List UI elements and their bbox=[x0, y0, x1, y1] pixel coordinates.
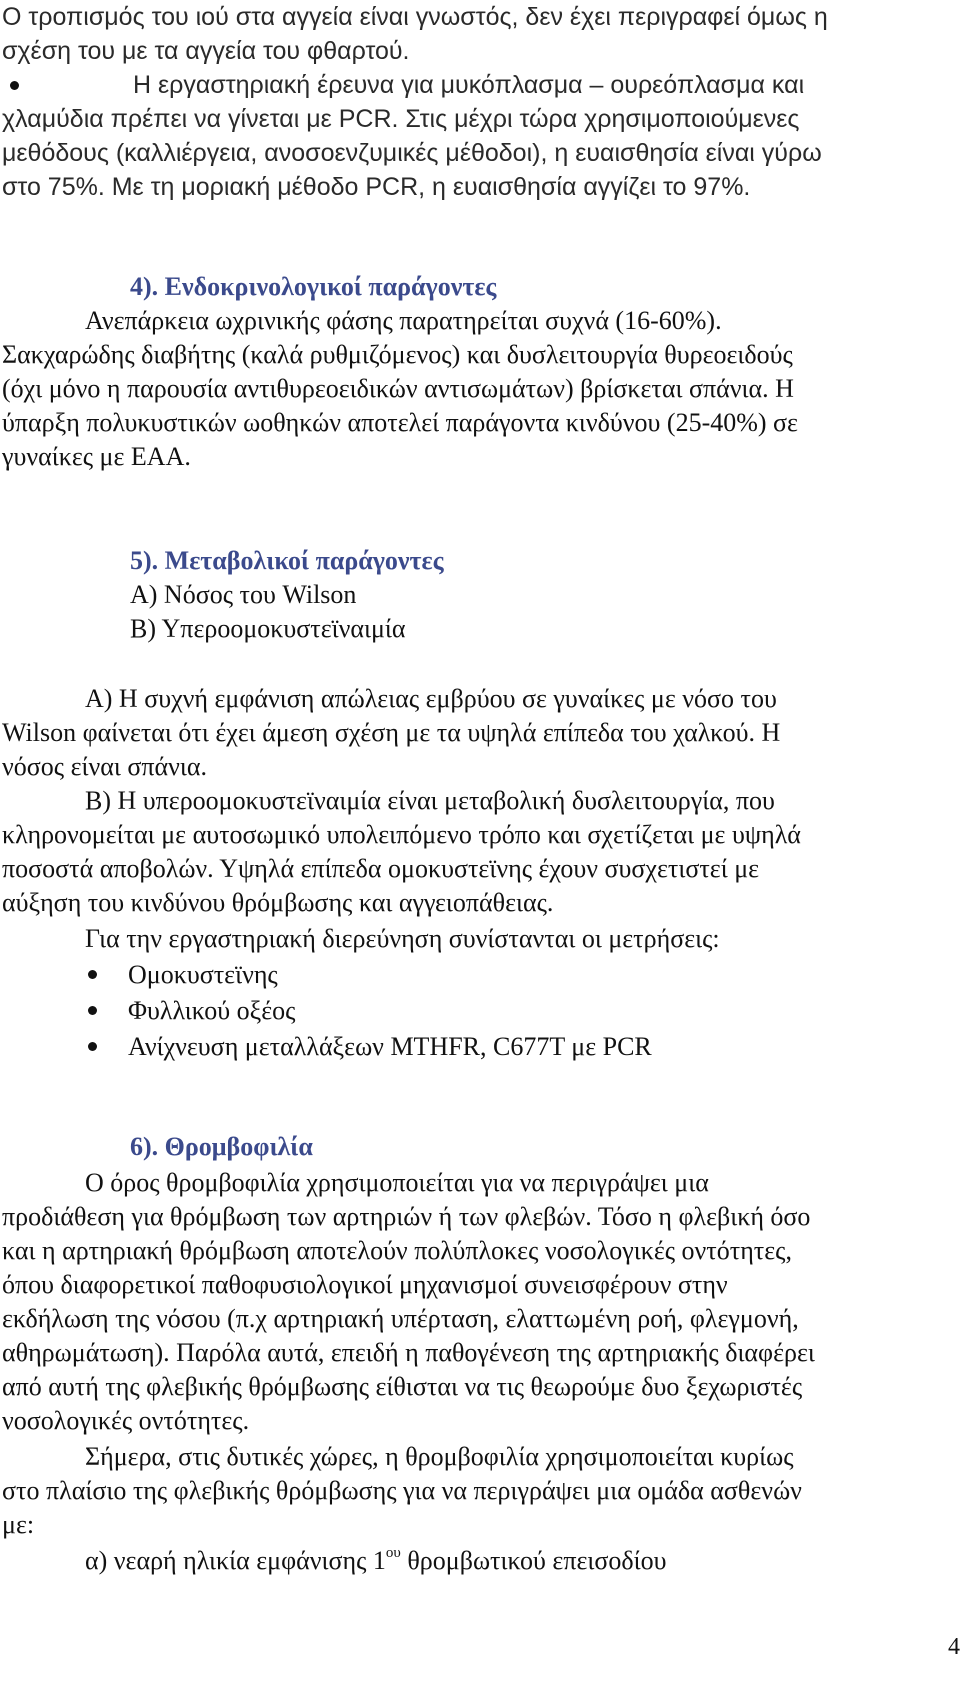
section-5-heading: 5). Μεταβολικοί παράγοντες bbox=[130, 546, 444, 575]
section-6-p1: εκδήλωση της νόσου (π.χ αρτηριακή υπέρταση, ελαττωμένη ροή, φλεγμονή, bbox=[2, 1304, 799, 1333]
section-6-p1: Ο όρος θρομβοφιλία χρησιμοποιείται για να περιγράψει μια bbox=[85, 1168, 709, 1197]
section-6-p1: και η αρτηριακή θρόμβωση αποτελούν πολύπλοκες νοσολογικές οντότητες, bbox=[2, 1236, 792, 1265]
bullet-icon bbox=[88, 970, 97, 979]
intro-line: σχέση του με τα αγγεία του φθαρτού. bbox=[2, 37, 410, 65]
section-6-p2: στο πλαίσιο της φλεβικής θρόμβωσης για να περιγράψει μια ομάδα ασθενών bbox=[2, 1476, 802, 1505]
section-5-para-a: Α) Η συχνή εμφάνιση απώλειας εμβρύου σε γυναίκες με νόσο του bbox=[85, 684, 777, 713]
lab-list-item: Φυλλικού οξέος bbox=[128, 996, 296, 1025]
section-5-para-b: κληρονομείται με αυτοσωμικό υπολειπόμενο τρόπο και σχετίζεται με υψηλά bbox=[2, 820, 801, 849]
bullet-icon bbox=[88, 1042, 97, 1051]
section-6-p1: από αυτή της φλεβικής θρόμβωσης είθισται να τις θεωρούμε δυο ξεχωριστές bbox=[2, 1372, 803, 1401]
section-5-para-b: αύξηση του κινδύνου θρόμβωσης και αγγειοπάθειας. bbox=[2, 888, 554, 917]
section-5-item: Β) Υπεροομοκυστεϊναιμία bbox=[130, 614, 406, 643]
section-4-line: Ανεπάρκεια ωχρινικής φάσης παρατηρείται συχνά (16-60%). bbox=[85, 306, 722, 335]
section-6-heading: 6). Θρομβοφιλία bbox=[130, 1132, 313, 1161]
intro-bullet-line: χλαμύδια πρέπει να γίνεται με PCR. Στις μέχρι τώρα χρησιμοποιούμενες bbox=[2, 105, 800, 133]
ordinal-superscript: ου bbox=[385, 1545, 401, 1562]
section-6-p1: αθηρωμάτωση). Παρόλα αυτά, επειδή η παθογένεση της αρτηριακής διαφέρει bbox=[2, 1338, 815, 1367]
lab-list-item: Ομοκυστεϊνης bbox=[128, 960, 278, 989]
section-4-line: γυναίκες με ΕΑΑ. bbox=[2, 442, 191, 471]
bullet-icon bbox=[88, 1006, 97, 1015]
section-6-p1: νοσολογικές οντότητες. bbox=[2, 1406, 250, 1435]
intro-line: Ο τροπισμός του ιού στα αγγεία είναι γνωστός, δεν έχει περιγραφεί όμως η bbox=[2, 3, 828, 31]
section-6-p2: με: bbox=[2, 1510, 35, 1539]
section-4-line: Σακχαρώδης διαβήτης (καλά ρυθμιζόμενος) και δυσλειτουργία θυρεοειδούς bbox=[2, 340, 793, 369]
lab-intro: Για την εργαστηριακή διερεύνηση συνίστανται οι μετρήσεις: bbox=[85, 924, 720, 953]
intro-bullet-line: στο 75%. Με τη μοριακή μέθοδο PCR, η ευαισθησία αγγίζει το 97%. bbox=[2, 173, 751, 201]
section-6-p2: Σήμερα, στις δυτικές χώρες, η θρομβοφιλία χρησιμοποιείται κυρίως bbox=[85, 1442, 794, 1471]
section-5-para-b: Β) Η υπεροομοκυστεϊναιμία είναι μεταβολική δυσλειτουργία, που bbox=[85, 786, 775, 815]
intro-bullet-line: Η εργαστηριακή έρευνα για μυκόπλασμα – ουρεόπλασμα και bbox=[133, 71, 805, 99]
item-a-text: α) νεαρή ηλικία εμφάνισης 1 bbox=[85, 1546, 386, 1575]
section-4-heading: 4). Ενδοκρινολογικοί παράγοντες bbox=[130, 272, 497, 301]
section-5-para-a: νόσος είναι σπάνια. bbox=[2, 752, 207, 781]
item-a-text-end: θρομβωτικού επεισοδίου bbox=[400, 1546, 667, 1575]
section-6-p1: όπου διαφορετικοί παθοφυσιολογικοί μηχανισμοί συνεισφέρουν στην bbox=[2, 1270, 728, 1299]
bullet-icon bbox=[10, 81, 19, 90]
section-6-p1: προδιάθεση για θρόμβωση των αρτηριών ή των φλεβών. Τόσο η φλεβική όσο bbox=[2, 1202, 811, 1231]
section-5-para-b: ποσοστά αποβολών. Υψηλά επίπεδα ομοκυστεϊνης έχουν συσχετιστεί με bbox=[2, 854, 760, 883]
page-number: 4 bbox=[948, 1634, 960, 1660]
section-6-item-a bbox=[85, 1544, 667, 1578]
section-4-line: ύπαρξη πολυκυστικών ωοθηκών αποτελεί παράγοντα κινδύνου (25-40%) σε bbox=[2, 408, 798, 437]
section-5-para-a: Wilson φαίνεται ότι έχει άμεση σχέση με τα υψηλά επίπεδα του χαλκού. Η bbox=[2, 718, 781, 747]
section-5-item: Α) Νόσος του Wilson bbox=[130, 580, 357, 609]
section-4-line: (όχι μόνο η παρουσία αντιθυρεοειδικών αντισωμάτων) βρίσκεται σπάνια. Η bbox=[2, 374, 794, 403]
intro-bullet-line: μεθόδους (καλλιέργεια, ανοσοενζυμικές μέθοδοι), η ευαισθησία είναι γύρω bbox=[2, 139, 822, 167]
lab-list-item: Ανίχνευση μεταλλάξεων MTHFR, C677T με PCR bbox=[128, 1032, 652, 1061]
